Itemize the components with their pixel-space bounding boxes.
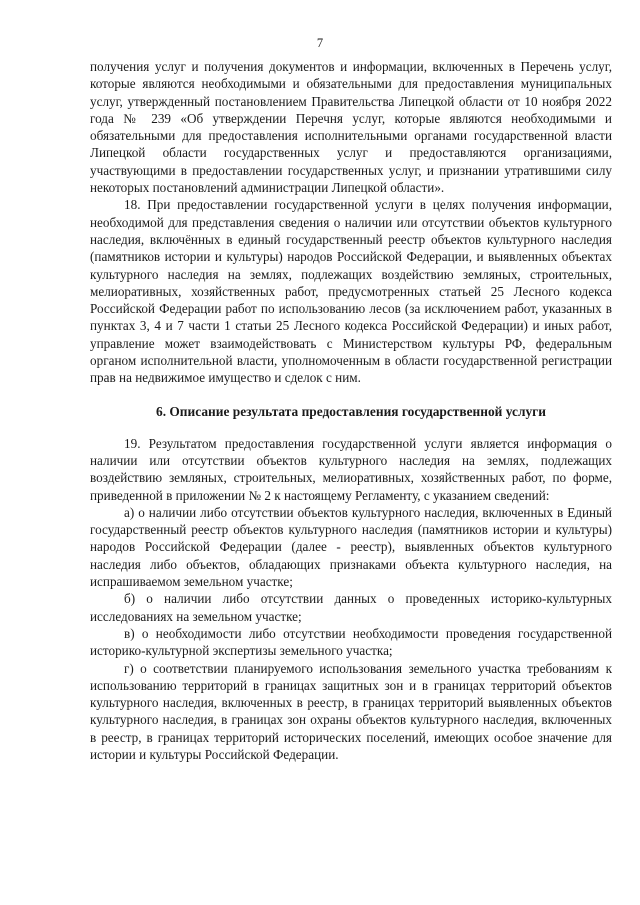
paragraph-item-a: а) о наличии либо отсутствии объектов культурного наследия, включенных в Единый государственный реестр объектов культурного наследия (памятников истории и культуры) народов Российской Федерации (далее - реестр), выявленных объектов культурного наследия либо объектов, обладающих признаками объекта культурного наследия, на испрашиваемом земельном участке;: [90, 504, 612, 590]
section-heading: 6. Описание результата предоставления государственной услуги: [156, 403, 546, 419]
paragraph-continuation: получения услуг и получения документов и информации, включенных в Перечень услуг, которые являются необходимыми и обязательными для предоставления муниципальных услуг, утвержденный постановлением Правительства Липецкой области от 10 ноября 2022 года № 239 «Об утверждении Перечня услуг, которые являются необходимыми и обязательными для предоставления исполнительными органами государственной власти Липецкой области государственных услуг и предоставляются организациями, участвующими в предоставлении государственных услуг, и признании утратившими силу некоторых постановлений администрации Липецкой области».: [90, 59, 612, 196]
paragraph-item-b: б) о наличии либо отсутствии данных о проведенных историко-культурных исследованиях на земельном участке;: [90, 591, 612, 624]
paragraph-item-g: г) о соответствии планируемого использования земельного участка требованиям к использованию территорий в границах защитных зон и в границах территорий объектов культурного наследия, включенных в реестр, в границах территорий выявленных объектов культурного наследия, в границах зон охраны объектов культурного наследия, включенных в реестр, в границах территорий исторических поселений, имеющих особое значение для истории и культуры Российской Федерации.: [90, 660, 612, 762]
paragraph-item-v: в) о необходимости либо отсутствии необходимости проведения государственной историко-культурной экспертизы земельного участка;: [90, 625, 612, 659]
paragraph-19: 19. Результатом предоставления государственной услуги является информация о наличии или отсутствии объектов культурного наследия на землях, подлежащих воздействию земляных, строительных, мелиоративных, хозяйственных работ, по форме, приведенной в приложении № 2 к настоящему Регламенту, с указанием сведений:: [90, 435, 612, 503]
document-body: [90, 58, 612, 763]
paragraph-18: 18. При предоставлении государственной услуги в целях получения информации, необходимой для представления сведения о наличии или отсутствии объектов культурного наследия, включённых в единый государственный реестр объектов культурного наследия (памятников истории и культуры) народов Российской Федерации, и выявленных объектах культурного наследия на землях, подлежащих воздействию земляных, строительных, мелиоративных, хозяйственных работ, предусмотренных статьей 25 Лесного кодекса Российской Федерации работ по использованию лесов (за исключением работ, указанных в пунктах 3, 4 и 7 части 1 статьи 25 Лесного кодекса Российской Федерации) и иных работ, управление может взаимодействовать с Министерством культуры РФ, федеральным органом исполнительной власти, уполномоченным в области государственной регистрации прав на недвижимое имущество и сделок с ним.: [90, 197, 612, 386]
page-number: 7: [316, 36, 324, 50]
